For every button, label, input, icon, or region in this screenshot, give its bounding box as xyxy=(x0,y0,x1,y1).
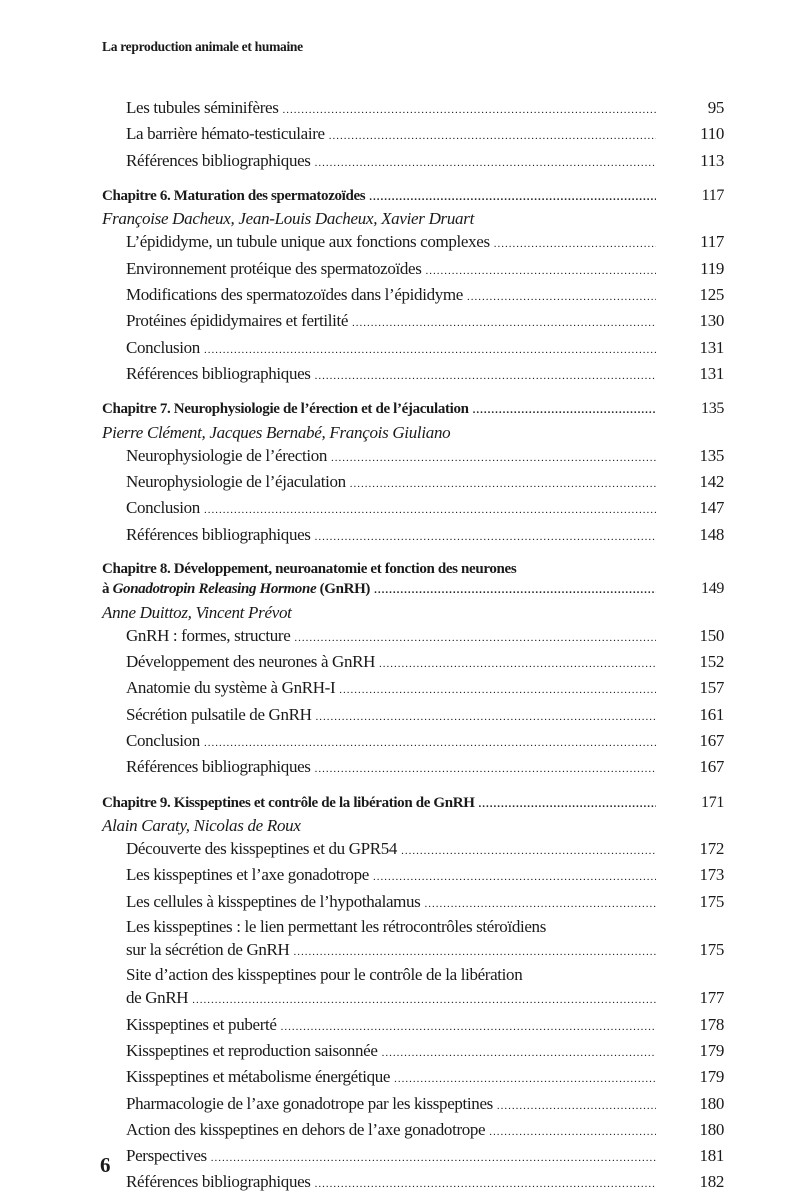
toc-entry xyxy=(102,729,724,755)
toc-entry xyxy=(102,837,724,863)
entry-title: Kisspeptines et puberté xyxy=(126,1014,277,1034)
dot-leader xyxy=(315,152,656,175)
dot-leader xyxy=(339,679,656,702)
dot-leader xyxy=(331,447,656,470)
dot-leader xyxy=(329,125,656,148)
toc-entry xyxy=(102,916,724,938)
dot-leader xyxy=(204,732,656,755)
dot-leader xyxy=(315,758,656,781)
toc-entry xyxy=(102,122,724,148)
entry-title: Découverte des kisspeptines et du GPR54 xyxy=(126,839,398,859)
toc-entry xyxy=(102,1013,724,1039)
chapter-heading xyxy=(102,560,724,601)
toc-entry xyxy=(102,309,724,335)
toc-entry xyxy=(102,703,724,729)
dot-leader xyxy=(352,312,656,335)
chapter-title-text: à xyxy=(102,581,113,598)
entry-title: Développement des neurones à GnRH xyxy=(126,652,376,672)
toc-entry xyxy=(102,444,724,470)
chapter-title-line xyxy=(102,579,724,601)
entry-page-number: 148 xyxy=(699,524,724,544)
entry-page-number: 110 xyxy=(700,124,724,144)
dot-leader xyxy=(425,260,656,283)
toc-entry xyxy=(102,986,724,1012)
toc-entry xyxy=(102,676,724,702)
entry-page-number: 180 xyxy=(699,1119,724,1139)
chapter-page-number: 149 xyxy=(701,580,724,598)
entry-title: Conclusion xyxy=(126,498,200,518)
dot-leader xyxy=(374,581,656,601)
toc-entry xyxy=(102,890,724,916)
chapter-heading xyxy=(102,793,724,815)
dot-leader xyxy=(424,893,656,916)
entry-page-number: 95 xyxy=(707,98,724,117)
dot-leader xyxy=(315,365,656,388)
dot-leader xyxy=(204,339,656,362)
entry-page-number: 161 xyxy=(699,704,724,724)
entry-page-number: 131 xyxy=(699,363,724,383)
dot-leader xyxy=(316,706,656,729)
entry-page-number: 130 xyxy=(699,311,724,331)
chapter-heading xyxy=(102,399,724,421)
entry-title: Environnement protéique des spermatozoïdes xyxy=(126,258,422,278)
dot-leader xyxy=(281,1016,656,1039)
entry-page-number: 167 xyxy=(699,757,724,777)
toc-entry xyxy=(102,257,724,283)
dot-leader xyxy=(315,1173,656,1196)
entry-title: L’épididyme, un tubule unique aux fonctions complexes xyxy=(126,232,490,252)
toc-entry xyxy=(102,938,724,964)
chapter-title-text: Chapitre 7. Neurophysiologie de l’érection et de l’éjaculation xyxy=(102,401,469,418)
entry-page-number: 131 xyxy=(699,337,724,357)
entry-page-number: 179 xyxy=(699,1067,724,1087)
toc-entry xyxy=(102,230,724,256)
chapter-authors: Alain Caraty, Nicolas de Roux xyxy=(102,816,301,836)
toc-entry xyxy=(102,496,724,522)
dot-leader xyxy=(379,653,656,676)
dot-leader xyxy=(373,866,656,889)
chapter-authors: Anne Duittoz, Vincent Prévot xyxy=(102,602,292,622)
running-header: La reproduction animale et humaine xyxy=(102,39,303,54)
entry-title: Protéines épididymaires et fertilité xyxy=(126,311,349,331)
chapter-authors: Pierre Clément, Jacques Bernabé, François Giuliano xyxy=(102,422,451,442)
entry-title: Perspectives xyxy=(126,1146,207,1166)
chapter-title-text: (GnRH) xyxy=(316,581,371,598)
entry-page-number: 173 xyxy=(699,865,724,885)
entry-title: Action des kisspeptines en dehors de l’axe gonadotrope xyxy=(126,1119,486,1139)
dot-leader xyxy=(204,499,656,522)
chapter-title xyxy=(102,580,370,600)
chapter-page-number: 117 xyxy=(701,186,724,204)
toc-entry xyxy=(102,1170,724,1196)
dot-leader xyxy=(494,233,656,256)
entry-title: Sécrétion pulsatile de GnRH xyxy=(126,704,312,724)
entry-title: Les kisspeptines : le lien permettant les rétrocontrôles stéroïdiens xyxy=(126,917,546,937)
dot-leader xyxy=(293,941,656,964)
entry-page-number: 181 xyxy=(699,1146,724,1166)
entry-title: Site d’action des kisspeptines pour le contrôle de la libération xyxy=(126,965,523,985)
toc-entry xyxy=(102,1092,724,1118)
toc-entry xyxy=(102,650,724,676)
dot-leader xyxy=(489,1121,656,1144)
chapter-title-line xyxy=(102,560,724,580)
entry-page-number: 177 xyxy=(699,988,724,1008)
entry-title: Les tubules séminifères xyxy=(126,98,279,117)
toc-entry xyxy=(102,96,724,122)
entry-title: Références bibliographiques xyxy=(126,757,311,777)
entry-page-number: 178 xyxy=(699,1014,724,1034)
dot-leader xyxy=(315,526,656,549)
dot-leader xyxy=(211,1147,656,1170)
chapter-page-number: 135 xyxy=(701,400,724,418)
chapter-title-text: Chapitre 9. Kisspeptines et contrôle de la libération de GnRH xyxy=(102,794,475,811)
dot-leader xyxy=(192,989,656,1012)
dot-leader xyxy=(294,627,656,650)
chapter-title-line xyxy=(102,793,724,815)
chapter-authors: Françoise Dacheux, Jean-Louis Dacheux, Xavier Druart xyxy=(102,209,474,229)
entry-page-number: 180 xyxy=(699,1093,724,1113)
entry-page-number: 125 xyxy=(699,284,724,304)
entry-title: Neurophysiologie de l’éjaculation xyxy=(126,471,346,491)
toc-entry xyxy=(102,336,724,362)
dot-leader xyxy=(369,188,656,208)
chapter-heading xyxy=(102,186,724,208)
entry-page-number: 182 xyxy=(699,1172,724,1192)
chapter-title xyxy=(102,794,475,814)
toc-entry xyxy=(102,283,724,309)
toc-entry xyxy=(102,362,724,388)
toc-entry xyxy=(102,624,724,650)
dot-leader xyxy=(497,1095,656,1118)
toc-entry xyxy=(102,863,724,889)
entry-page-number: 150 xyxy=(699,625,724,645)
entry-title: Références bibliographiques xyxy=(126,524,311,544)
dot-leader xyxy=(350,473,656,496)
toc-entry xyxy=(102,149,724,175)
table-of-contents xyxy=(102,96,724,1197)
entry-page-number: 113 xyxy=(700,150,724,170)
entry-title: de GnRH xyxy=(126,988,189,1008)
dot-leader xyxy=(467,286,656,309)
entry-title: GnRH : formes, structure xyxy=(126,625,291,645)
chapter-title xyxy=(102,400,469,420)
entry-title: Neurophysiologie de l’érection xyxy=(126,445,327,465)
entry-title: Pharmacologie de l’axe gonadotrope par les kisspeptines xyxy=(126,1093,493,1113)
toc-entry xyxy=(102,755,724,781)
entry-page-number: 172 xyxy=(699,839,724,859)
chapter-title-text: Chapitre 6. Maturation des spermatozoïdes xyxy=(102,187,366,204)
dot-leader xyxy=(394,1068,656,1091)
entry-title: Références bibliographiques xyxy=(126,150,311,170)
entry-title: Les kisspeptines et l’axe gonadotrope xyxy=(126,865,369,885)
entry-page-number: 167 xyxy=(699,731,724,751)
toc-entry xyxy=(102,523,724,549)
chapter-title-italic: Gonadotropin Releasing Hormone xyxy=(112,581,317,598)
toc-entry xyxy=(102,1039,724,1065)
toc-entry xyxy=(102,964,724,986)
page-number: 6 xyxy=(100,1153,111,1177)
entry-title: sur la sécrétion de GnRH xyxy=(126,940,290,960)
chapter-title xyxy=(102,560,516,580)
entry-title: Anatomie du système à GnRH-I xyxy=(126,678,336,698)
entry-page-number: 147 xyxy=(699,498,724,518)
dot-leader xyxy=(282,99,656,122)
toc-entry xyxy=(102,1065,724,1091)
entry-title: La barrière hémato-testiculaire xyxy=(126,124,325,144)
entry-page-number: 175 xyxy=(699,940,724,960)
dot-leader xyxy=(479,795,656,815)
dot-leader xyxy=(473,401,656,421)
entry-page-number: 117 xyxy=(700,232,724,252)
entry-title: Kisspeptines et métabolisme énergétique xyxy=(126,1067,391,1087)
entry-page-number: 152 xyxy=(699,652,724,672)
entry-page-number: 175 xyxy=(699,891,724,911)
chapter-title-line xyxy=(102,399,724,421)
entry-title: Modifications des spermatozoïdes dans l’épididyme xyxy=(126,284,463,304)
entry-page-number: 142 xyxy=(699,471,724,491)
chapter-title-line xyxy=(102,186,724,208)
entry-title: Kisspeptines et reproduction saisonnée xyxy=(126,1040,378,1060)
entry-title: Références bibliographiques xyxy=(126,1172,311,1192)
entry-page-number: 119 xyxy=(700,258,724,278)
entry-title: Références bibliographiques xyxy=(126,363,311,383)
chapter-title xyxy=(102,187,365,207)
entry-title: Les cellules à kisspeptines de l’hypothalamus xyxy=(126,891,421,911)
toc-entry xyxy=(102,1144,724,1170)
chapter-page-number: 171 xyxy=(701,793,724,811)
entry-page-number: 135 xyxy=(699,445,724,465)
entry-title: Conclusion xyxy=(126,731,200,751)
entry-page-number: 179 xyxy=(699,1040,724,1060)
dot-leader xyxy=(401,840,656,863)
dot-leader xyxy=(382,1042,656,1065)
chapter-title-text: Chapitre 8. Développement, neuroanatomie et fonction des neurones xyxy=(102,560,517,577)
entry-page-number: 157 xyxy=(699,678,724,698)
toc-entry xyxy=(102,470,724,496)
toc-entry xyxy=(102,1118,724,1144)
entry-title: Conclusion xyxy=(126,337,200,357)
